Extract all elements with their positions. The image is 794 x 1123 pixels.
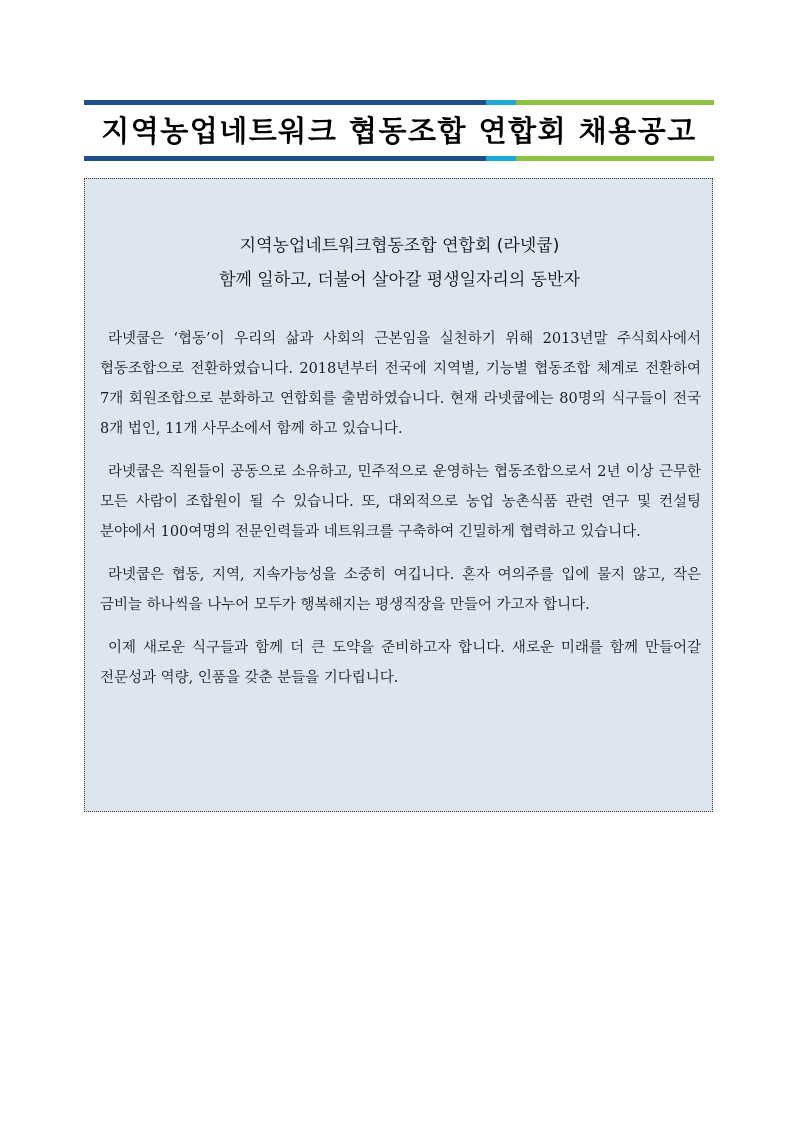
paragraph-invitation: 이제 새로운 식구들과 함께 더 큰 도약을 준비하고자 합니다. 새로운 미래를 함께 만들어갈 전문성과 역량, 인품을 갖춘 분들을 기다립니다.: [100, 640, 701, 686]
paragraph-history: 라넷쿱은 ‘협동’이 우리의 삶과 사회의 근본임을 실천하기 위해 2013년말 주식회사에서 협동조합으로 전환하였습니다. 2018년부터 전국에 지역별, 기능별 협동조합 체계로 전환하여 7개 회원조합으로 분화하고 연합회를 출범하였습니다. 현재 라넷쿱에는 80명의 식구들이 전국 8개 법인, 11개 사무소에서 함께 하고 있습니다.: [100, 331, 701, 437]
title-band: [84, 100, 714, 162]
paragraph-membership: 라넷쿱은 직원들이 공동으로 소유하고, 민주적으로 운영하는 협동조합으로서 2년 이상 근무한 모든 사람이 조합원이 될 수 있습니다. 또, 대외적으로 농업 농촌식품 관련 연구 및 컨설팅 분야에서 100여명의 전문인력들과 네트워크를 구축하여 긴밀하게 협력하고 있습니다.: [100, 464, 701, 540]
rule-segment-blue: [84, 100, 486, 105]
title-top-rule: [84, 100, 714, 105]
paragraph-values: 라넷쿱은 협동, 지역, 지속가능성을 소중히 여깁니다. 혼자 여의주를 입에 물지 않고, 작은 금비늘 하나씩을 나누어 모두가 행복해지는 평생직장을 만들어 가고자 합니다.: [100, 567, 701, 613]
page-title: 지역농업네트워크 협동조합 연합회 채용공고: [101, 114, 697, 148]
rule-segment-cyan: [486, 100, 516, 105]
rule-segment-blue: [84, 156, 486, 161]
title-bottom-rule: [84, 156, 714, 161]
content-box: [84, 178, 713, 812]
tagline: 함께 일하고, 더불어 살아갈 평생일자리의 동반자: [219, 270, 580, 290]
rule-segment-cyan: [486, 156, 516, 161]
rule-segment-green: [516, 100, 714, 105]
body-paragraphs: [100, 324, 701, 706]
organization-name: 지역농업네트워크협동조합 연합회 (라넷쿱): [239, 236, 560, 256]
rule-segment-green: [516, 156, 714, 161]
